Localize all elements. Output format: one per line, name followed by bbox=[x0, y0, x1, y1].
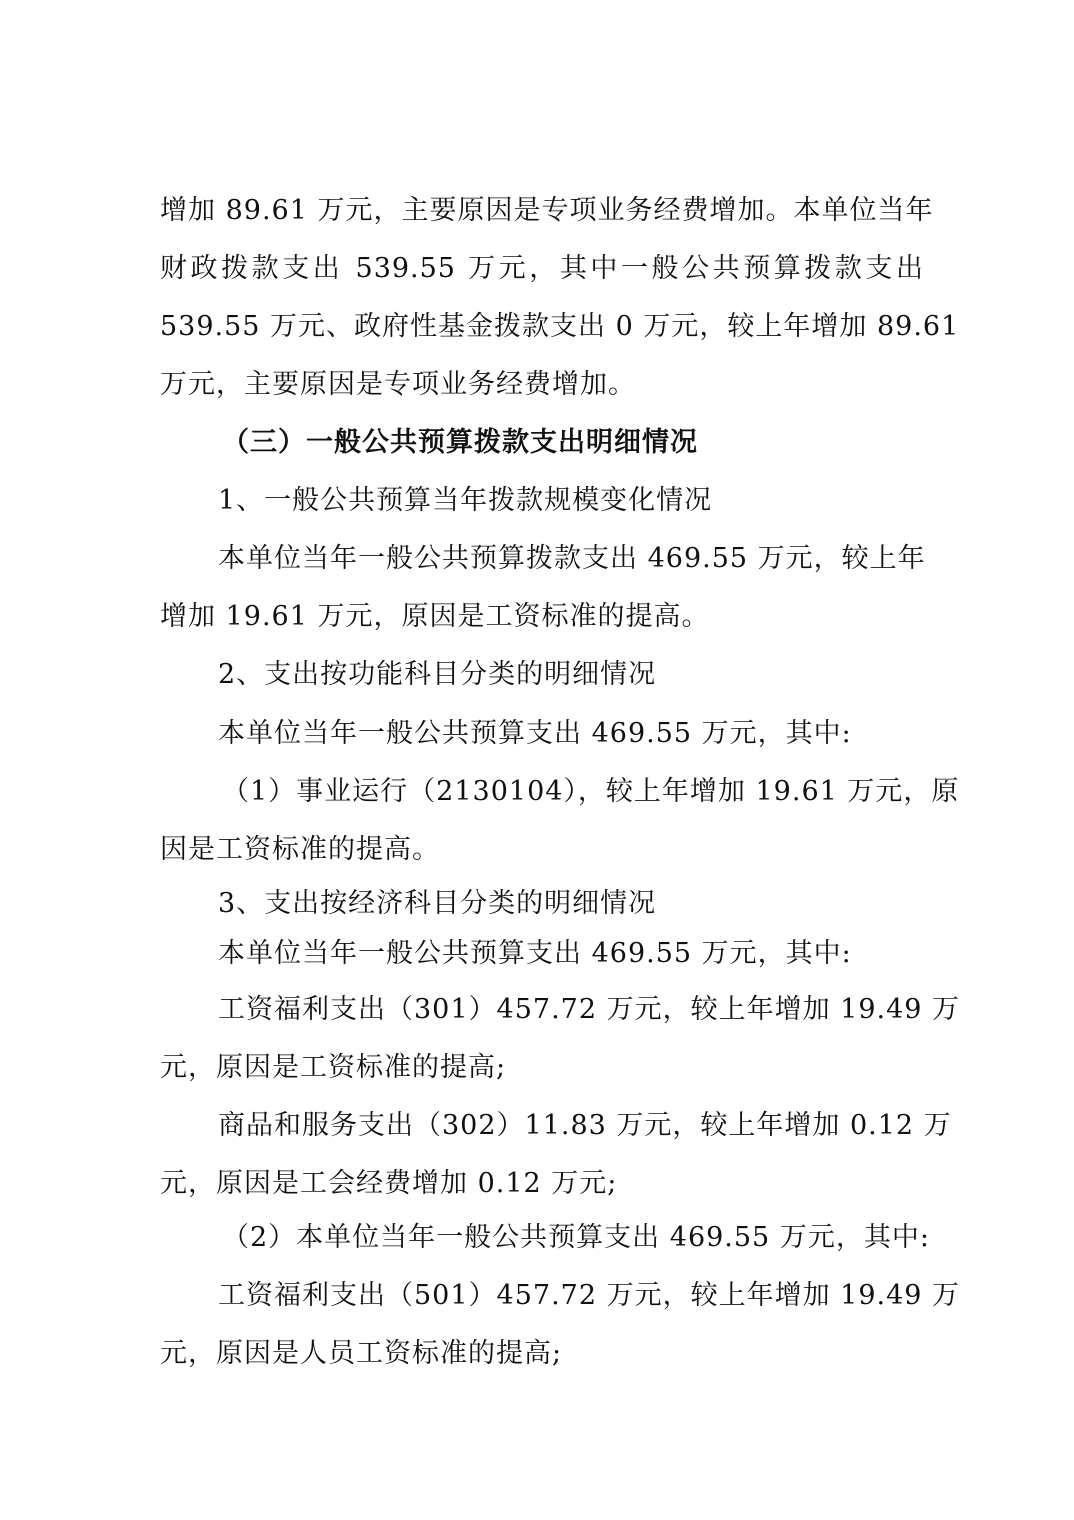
paragraph-line: 商品和服务支出（302）11.83 万元，较上年增加 0.12 万 bbox=[218, 1110, 952, 1141]
paragraph-line: 元，原因是人员工资标准的提高; bbox=[160, 1338, 563, 1369]
subsection-heading: 1、一般公共预算当年拨款规模变化情况 bbox=[218, 485, 713, 516]
subsection-heading: 2、支出按功能科目分类的明细情况 bbox=[218, 659, 657, 690]
paragraph-line: 财政拨款支出 539.55 万元，其中一般公共预算拨款支出 bbox=[160, 253, 924, 284]
paragraph-line: （1）事业运行（2130104），较上年增加 19.61 万元，原 bbox=[222, 776, 960, 807]
paragraph-line: 工资福利支出（301）457.72 万元，较上年增加 19.49 万 bbox=[218, 994, 961, 1025]
paragraph-line: 元，原因是工会经费增加 0.12 万元; bbox=[160, 1168, 618, 1199]
subsection-heading: 3、支出按经济科目分类的明细情况 bbox=[218, 888, 657, 919]
section-heading: （三）一般公共预算拨款支出明细情况 bbox=[222, 427, 698, 458]
paragraph-line: 万元，主要原因是专项业务经费增加。 bbox=[160, 369, 636, 400]
paragraph-line: 元，原因是工资标准的提高; bbox=[160, 1052, 507, 1083]
paragraph-line: 工资福利支出（501）457.72 万元，较上年增加 19.49 万 bbox=[218, 1280, 961, 1311]
paragraph-line: 本单位当年一般公共预算支出 469.55 万元，其中: bbox=[218, 718, 852, 749]
paragraph-line: （2）本单位当年一般公共预算支出 469.55 万元，其中: bbox=[222, 1222, 930, 1253]
paragraph-line: 本单位当年一般公共预算拨款支出 469.55 万元，较上年 bbox=[218, 543, 926, 574]
paragraph-line: 本单位当年一般公共预算支出 469.55 万元，其中: bbox=[218, 938, 852, 969]
paragraph-line: 539.55 万元、政府性基金拨款支出 0 万元，较上年增加 89.61 bbox=[160, 311, 960, 342]
paragraph-line: 因是工资标准的提高。 bbox=[160, 834, 440, 865]
paragraph-line: 增加 19.61 万元，原因是工资标准的提高。 bbox=[160, 601, 710, 632]
paragraph-line: 增加 89.61 万元，主要原因是专项业务经费增加。本单位当年 bbox=[160, 195, 934, 226]
